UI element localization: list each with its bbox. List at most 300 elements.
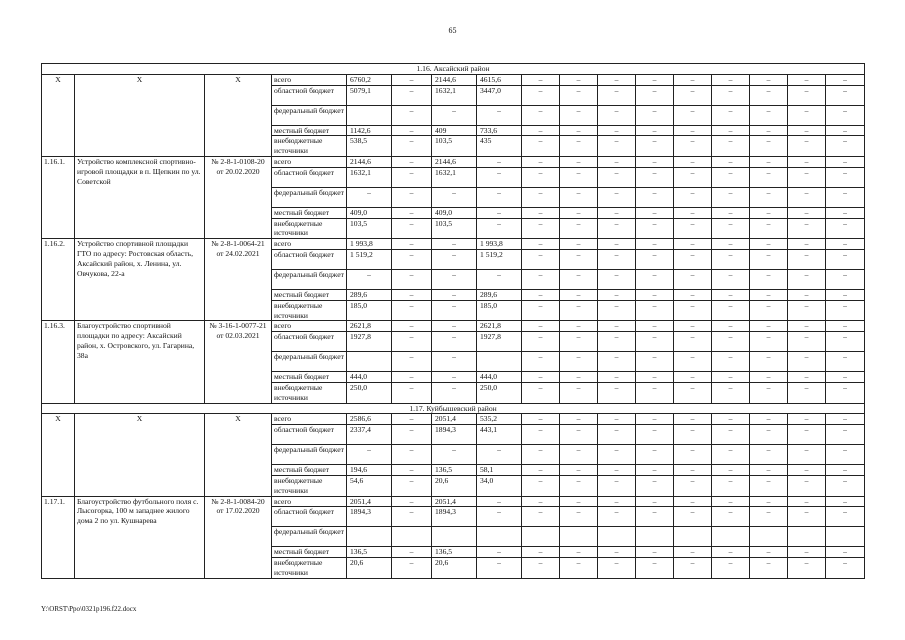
empty-value-cell: – xyxy=(636,167,674,187)
empty-value-cell: – xyxy=(674,414,712,425)
value-cell: 103,5 xyxy=(432,218,477,239)
empty-value-cell: – xyxy=(674,321,712,332)
empty-value-cell: – xyxy=(788,352,826,372)
empty-value-cell: – xyxy=(392,475,432,496)
item-name: Устройство спортивной площадки ГТО по адресу: Ростовская область, Аксайский район, х. Ленина, ул. Овчукова, 22-а xyxy=(75,239,205,321)
funding-source: местный бюджет xyxy=(272,372,347,383)
empty-value-cell: – xyxy=(788,382,826,403)
empty-value-cell xyxy=(598,527,636,547)
empty-value-cell: – xyxy=(560,207,598,218)
empty-value-cell: – xyxy=(712,425,750,445)
empty-value-cell: – xyxy=(477,547,522,558)
empty-value-cell: – xyxy=(477,156,522,167)
empty-value-cell: – xyxy=(750,239,788,250)
empty-value-cell: – xyxy=(712,167,750,187)
empty-value-cell: – xyxy=(560,475,598,496)
value-cell: 185,0 xyxy=(477,300,522,321)
empty-value-cell: – xyxy=(712,156,750,167)
empty-value-cell: – xyxy=(560,167,598,187)
funding-source: федеральный бюджет xyxy=(272,352,347,372)
funding-source: внебюджетные источники xyxy=(272,382,347,403)
empty-value-cell: – xyxy=(826,445,865,465)
empty-value-cell: – xyxy=(712,382,750,403)
empty-value-cell: – xyxy=(636,475,674,496)
value-cell: 535,2 xyxy=(477,414,522,425)
empty-value-cell: – xyxy=(636,156,674,167)
empty-value-cell: – xyxy=(636,465,674,476)
empty-value-cell: – xyxy=(826,156,865,167)
empty-value-cell: – xyxy=(560,352,598,372)
funding-source: всего xyxy=(272,74,347,85)
empty-value-cell: – xyxy=(560,269,598,289)
empty-value-cell xyxy=(750,527,788,547)
item-name: Х xyxy=(75,74,205,156)
empty-value-cell: – xyxy=(560,332,598,352)
empty-value-cell: – xyxy=(432,289,477,300)
empty-value-cell: – xyxy=(392,249,432,269)
empty-value-cell: – xyxy=(636,372,674,383)
empty-value-cell: – xyxy=(522,289,560,300)
table-row xyxy=(42,321,865,332)
empty-value-cell: – xyxy=(788,332,826,352)
empty-value-cell: – xyxy=(674,74,712,85)
empty-value-cell: – xyxy=(392,321,432,332)
empty-value-cell xyxy=(674,527,712,547)
empty-value-cell: – xyxy=(636,289,674,300)
empty-value-cell: – xyxy=(560,85,598,105)
empty-value-cell: – xyxy=(788,321,826,332)
empty-value-cell: – xyxy=(788,207,826,218)
empty-value-cell: – xyxy=(826,321,865,332)
value-cell: 2586,6 xyxy=(347,414,392,425)
table-row xyxy=(42,74,865,85)
value-cell: 136,5 xyxy=(347,547,392,558)
empty-value-cell: – xyxy=(674,332,712,352)
empty-value-cell: – xyxy=(522,507,560,527)
value-cell: 250,0 xyxy=(477,382,522,403)
empty-value-cell: – xyxy=(712,125,750,136)
empty-value-cell: – xyxy=(636,239,674,250)
empty-value-cell: – xyxy=(522,105,560,125)
empty-value-cell: – xyxy=(636,269,674,289)
empty-value-cell: – xyxy=(522,414,560,425)
value-cell: 54,6 xyxy=(347,475,392,496)
value-cell: 443,1 xyxy=(477,425,522,445)
empty-value-cell: – xyxy=(788,445,826,465)
empty-value-cell: – xyxy=(598,136,636,157)
empty-value-cell: – xyxy=(392,382,432,403)
empty-value-cell: – xyxy=(522,218,560,239)
empty-value-cell: – xyxy=(392,445,432,465)
empty-value-cell: – xyxy=(674,445,712,465)
empty-value-cell: – xyxy=(636,507,674,527)
empty-value-cell: – xyxy=(636,558,674,579)
budget-table xyxy=(41,63,865,579)
value-cell: 103,5 xyxy=(347,218,392,239)
empty-value-cell: – xyxy=(826,136,865,157)
empty-value-cell: – xyxy=(674,372,712,383)
empty-value-cell: – xyxy=(347,269,392,289)
empty-value-cell: – xyxy=(598,352,636,372)
empty-value-cell: – xyxy=(712,269,750,289)
empty-value-cell: – xyxy=(674,382,712,403)
empty-value-cell: – xyxy=(674,465,712,476)
empty-value-cell: – xyxy=(432,321,477,332)
empty-value-cell: – xyxy=(560,372,598,383)
empty-value-cell: – xyxy=(522,249,560,269)
file-path: Y:\ORST\Ppo\0321p196.f22.docx xyxy=(41,605,137,613)
item-number: 1.17.1. xyxy=(42,496,75,578)
empty-value-cell: – xyxy=(826,85,865,105)
empty-value-cell: – xyxy=(598,125,636,136)
empty-value-cell: – xyxy=(788,187,826,207)
empty-value-cell: – xyxy=(432,249,477,269)
funding-source: внебюджетные источники xyxy=(272,218,347,239)
empty-value-cell: – xyxy=(598,167,636,187)
empty-value-cell: – xyxy=(826,475,865,496)
empty-value-cell: – xyxy=(392,507,432,527)
item-document: Х xyxy=(205,414,272,496)
value-cell: 1632,1 xyxy=(432,85,477,105)
empty-value-cell: – xyxy=(674,289,712,300)
funding-source: местный бюджет xyxy=(272,547,347,558)
funding-source: федеральный бюджет xyxy=(272,269,347,289)
empty-value-cell: – xyxy=(392,269,432,289)
empty-value-cell: – xyxy=(392,207,432,218)
empty-value-cell: – xyxy=(826,218,865,239)
empty-value-cell xyxy=(636,527,674,547)
empty-value-cell: – xyxy=(598,187,636,207)
empty-value-cell xyxy=(477,527,522,547)
empty-value-cell: – xyxy=(477,507,522,527)
empty-value-cell: – xyxy=(636,125,674,136)
empty-value-cell: – xyxy=(522,445,560,465)
empty-value-cell: – xyxy=(560,239,598,250)
empty-value-cell: – xyxy=(392,136,432,157)
empty-value-cell: – xyxy=(598,74,636,85)
empty-value-cell: – xyxy=(636,445,674,465)
empty-value-cell: – xyxy=(674,496,712,507)
empty-value-cell: – xyxy=(477,269,522,289)
value-cell: 185,0 xyxy=(347,300,392,321)
empty-value-cell xyxy=(560,527,598,547)
empty-value-cell: – xyxy=(826,507,865,527)
empty-value-cell: – xyxy=(674,136,712,157)
empty-value-cell: – xyxy=(522,136,560,157)
empty-value-cell: – xyxy=(522,352,560,372)
empty-value-cell: – xyxy=(598,372,636,383)
empty-value-cell: – xyxy=(477,218,522,239)
empty-value-cell: – xyxy=(560,105,598,125)
empty-value-cell: – xyxy=(826,167,865,187)
empty-value-cell: – xyxy=(598,558,636,579)
empty-value-cell: – xyxy=(712,239,750,250)
empty-value-cell: – xyxy=(392,289,432,300)
value-cell: 6760,2 xyxy=(347,74,392,85)
empty-value-cell: – xyxy=(392,218,432,239)
value-cell: 2144,6 xyxy=(347,156,392,167)
empty-value-cell: – xyxy=(712,74,750,85)
empty-value-cell: – xyxy=(560,321,598,332)
empty-value-cell: – xyxy=(560,289,598,300)
item-document: № 3-16-1-0077-21 от 02.03.2021 xyxy=(205,321,272,403)
empty-value-cell: – xyxy=(826,239,865,250)
empty-value-cell: – xyxy=(392,74,432,85)
empty-value-cell: – xyxy=(826,269,865,289)
funding-source: областной бюджет xyxy=(272,167,347,187)
empty-value-cell: – xyxy=(392,465,432,476)
empty-value-cell: – xyxy=(392,425,432,445)
empty-value-cell: – xyxy=(477,445,522,465)
value-cell: 103,5 xyxy=(432,136,477,157)
empty-value-cell: – xyxy=(826,125,865,136)
empty-value-cell: – xyxy=(598,239,636,250)
empty-value-cell: – xyxy=(750,249,788,269)
value-cell: 1 993,8 xyxy=(347,239,392,250)
empty-value-cell: – xyxy=(477,496,522,507)
empty-value-cell: – xyxy=(750,105,788,125)
empty-value-cell: – xyxy=(788,300,826,321)
funding-source: всего xyxy=(272,156,347,167)
funding-source: местный бюджет xyxy=(272,125,347,136)
item-document: № 2-8-1-0064-21 от 24.02.2021 xyxy=(205,239,272,321)
empty-value-cell: – xyxy=(560,496,598,507)
empty-value-cell: – xyxy=(522,187,560,207)
empty-value-cell: – xyxy=(432,445,477,465)
empty-value-cell: – xyxy=(712,136,750,157)
empty-value-cell: – xyxy=(392,414,432,425)
empty-value-cell: – xyxy=(788,167,826,187)
empty-value-cell: – xyxy=(560,74,598,85)
empty-value-cell: – xyxy=(674,547,712,558)
empty-value-cell: – xyxy=(636,414,674,425)
empty-value-cell: – xyxy=(636,300,674,321)
empty-value-cell: – xyxy=(522,382,560,403)
empty-value-cell: – xyxy=(598,465,636,476)
empty-value-cell: – xyxy=(826,425,865,445)
empty-value-cell: – xyxy=(750,496,788,507)
funding-source: местный бюджет xyxy=(272,207,347,218)
value-cell: 444,0 xyxy=(347,372,392,383)
empty-value-cell: – xyxy=(750,218,788,239)
empty-value-cell: – xyxy=(347,187,392,207)
empty-value-cell: – xyxy=(826,207,865,218)
value-cell: 409 xyxy=(432,125,477,136)
empty-value-cell: – xyxy=(750,507,788,527)
empty-value-cell: – xyxy=(522,125,560,136)
section-title: 1.17. Куйбышевский район xyxy=(42,403,865,414)
value-cell: 444,0 xyxy=(477,372,522,383)
value-cell: 1 519,2 xyxy=(347,249,392,269)
empty-value-cell: – xyxy=(477,207,522,218)
empty-value-cell: – xyxy=(750,475,788,496)
empty-value-cell: – xyxy=(826,74,865,85)
empty-value-cell: – xyxy=(598,105,636,125)
empty-value-cell: – xyxy=(477,558,522,579)
empty-value-cell: – xyxy=(598,507,636,527)
value-cell: 2621,8 xyxy=(477,321,522,332)
empty-value-cell: – xyxy=(636,547,674,558)
empty-value-cell: – xyxy=(392,300,432,321)
empty-value-cell xyxy=(788,527,826,547)
empty-value-cell: – xyxy=(712,85,750,105)
empty-value-cell: – xyxy=(712,547,750,558)
empty-value-cell xyxy=(712,527,750,547)
empty-value-cell: – xyxy=(750,372,788,383)
empty-value-cell: – xyxy=(522,321,560,332)
empty-value-cell: – xyxy=(826,249,865,269)
empty-value-cell: – xyxy=(674,239,712,250)
funding-source: областной бюджет xyxy=(272,507,347,527)
value-cell: 538,5 xyxy=(347,136,392,157)
empty-value-cell: – xyxy=(636,425,674,445)
value-cell: 1 519,2 xyxy=(477,249,522,269)
value-cell: 409,0 xyxy=(347,207,392,218)
empty-value-cell: – xyxy=(560,300,598,321)
empty-value-cell: – xyxy=(750,321,788,332)
table-row xyxy=(42,239,865,250)
empty-value-cell: – xyxy=(636,332,674,352)
value-cell: 1894,3 xyxy=(347,507,392,527)
funding-source: внебюджетные источники xyxy=(272,558,347,579)
empty-value-cell: – xyxy=(750,136,788,157)
empty-value-cell: – xyxy=(392,372,432,383)
value-cell: 2051,4 xyxy=(432,496,477,507)
empty-value-cell xyxy=(826,527,865,547)
empty-value-cell: – xyxy=(636,85,674,105)
value-cell: 4615,6 xyxy=(477,74,522,85)
empty-value-cell: – xyxy=(560,218,598,239)
empty-value-cell xyxy=(432,527,477,547)
empty-value-cell: – xyxy=(392,125,432,136)
empty-value-cell: – xyxy=(750,269,788,289)
empty-value-cell xyxy=(477,352,522,372)
item-name: Благоустройство футбольного поля с. Лысогорка, 100 м западнее жилого дома 2 по ул. Кушнарева xyxy=(75,496,205,578)
empty-value-cell: – xyxy=(392,239,432,250)
empty-value-cell: – xyxy=(392,187,432,207)
item-number: 1.16.3. xyxy=(42,321,75,403)
value-cell: 1142,6 xyxy=(347,125,392,136)
funding-source: областной бюджет xyxy=(272,85,347,105)
empty-value-cell: – xyxy=(712,289,750,300)
empty-value-cell: – xyxy=(598,269,636,289)
empty-value-cell: – xyxy=(636,136,674,157)
item-number: 1.16.2. xyxy=(42,239,75,321)
empty-value-cell: – xyxy=(598,207,636,218)
value-cell: 2337,4 xyxy=(347,425,392,445)
empty-value-cell: – xyxy=(674,167,712,187)
empty-value-cell: – xyxy=(636,187,674,207)
empty-value-cell: – xyxy=(788,558,826,579)
empty-value-cell: – xyxy=(432,239,477,250)
empty-value-cell: – xyxy=(674,425,712,445)
empty-value-cell: – xyxy=(636,207,674,218)
empty-value-cell: – xyxy=(560,136,598,157)
empty-value-cell: – xyxy=(750,289,788,300)
empty-value-cell xyxy=(347,352,392,372)
empty-value-cell: – xyxy=(560,382,598,403)
empty-value-cell: – xyxy=(560,465,598,476)
empty-value-cell: – xyxy=(788,372,826,383)
empty-value-cell: – xyxy=(750,425,788,445)
empty-value-cell: – xyxy=(598,300,636,321)
empty-value-cell: – xyxy=(598,414,636,425)
item-document: № 2-8-1-0084-20 от 17.02.2020 xyxy=(205,496,272,578)
empty-value-cell: – xyxy=(750,465,788,476)
empty-value-cell: – xyxy=(826,547,865,558)
empty-value-cell: – xyxy=(636,74,674,85)
funding-source: федеральный бюджет xyxy=(272,187,347,207)
empty-value-cell: – xyxy=(522,74,560,85)
empty-value-cell: – xyxy=(826,465,865,476)
value-cell: 289,6 xyxy=(477,289,522,300)
empty-value-cell: – xyxy=(712,321,750,332)
empty-value-cell: – xyxy=(750,414,788,425)
value-cell: 3447,0 xyxy=(477,85,522,105)
section-title: 1.16. Аксайский район xyxy=(42,64,865,75)
empty-value-cell: – xyxy=(712,207,750,218)
empty-value-cell: – xyxy=(598,475,636,496)
empty-value-cell: – xyxy=(826,496,865,507)
empty-value-cell: – xyxy=(560,125,598,136)
empty-value-cell: – xyxy=(712,300,750,321)
empty-value-cell: – xyxy=(712,445,750,465)
section-header-row xyxy=(42,64,865,75)
funding-source: областной бюджет xyxy=(272,332,347,352)
empty-value-cell: – xyxy=(598,445,636,465)
empty-value-cell: – xyxy=(392,156,432,167)
empty-value-cell: – xyxy=(712,352,750,372)
empty-value-cell: – xyxy=(522,207,560,218)
empty-value-cell: – xyxy=(432,372,477,383)
value-cell: 289,6 xyxy=(347,289,392,300)
value-cell: 1894,3 xyxy=(432,425,477,445)
empty-value-cell: – xyxy=(598,382,636,403)
item-document: № 2-8-1-0108-20 от 20.02.2020 xyxy=(205,156,272,238)
empty-value-cell: – xyxy=(788,74,826,85)
value-cell: 435 xyxy=(477,136,522,157)
empty-value-cell: – xyxy=(750,300,788,321)
empty-value-cell: – xyxy=(560,507,598,527)
empty-value-cell: – xyxy=(750,167,788,187)
empty-value-cell: – xyxy=(522,475,560,496)
value-cell: 2051,4 xyxy=(347,496,392,507)
empty-value-cell: – xyxy=(392,496,432,507)
empty-value-cell: – xyxy=(712,558,750,579)
empty-value-cell: – xyxy=(826,414,865,425)
funding-source: местный бюджет xyxy=(272,289,347,300)
funding-source: всего xyxy=(272,496,347,507)
empty-value-cell: – xyxy=(826,372,865,383)
value-cell: 20,6 xyxy=(432,558,477,579)
empty-value-cell: – xyxy=(432,269,477,289)
empty-value-cell: – xyxy=(636,321,674,332)
empty-value-cell: – xyxy=(788,496,826,507)
empty-value-cell: – xyxy=(750,125,788,136)
empty-value-cell: – xyxy=(560,558,598,579)
funding-source: внебюджетные источники xyxy=(272,475,347,496)
item-name: Устройство комплексной спортивно-игровой площадки в п. Щепкин по ул. Советской xyxy=(75,156,205,238)
empty-value-cell: – xyxy=(522,85,560,105)
value-cell: 5079,1 xyxy=(347,85,392,105)
empty-value-cell: – xyxy=(788,414,826,425)
empty-value-cell: – xyxy=(788,425,826,445)
empty-value-cell: – xyxy=(674,249,712,269)
empty-value-cell: – xyxy=(712,507,750,527)
value-cell: 2621,8 xyxy=(347,321,392,332)
empty-value-cell: – xyxy=(560,187,598,207)
item-number: Х xyxy=(42,74,75,156)
